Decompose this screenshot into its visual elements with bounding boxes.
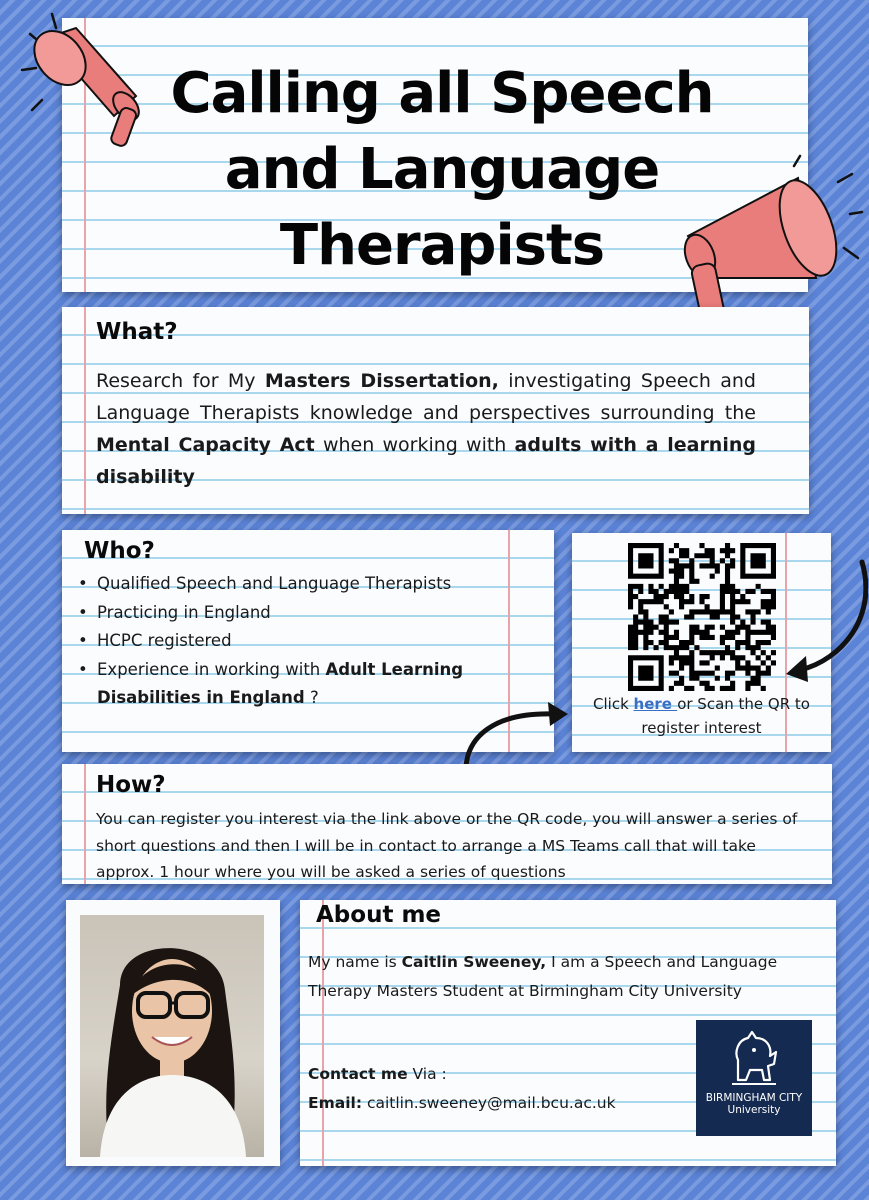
what-text-2: investigating Speech and Language Therapists knowledge and perspectives surrounding the: [96, 370, 756, 424]
about-card: [300, 900, 836, 1166]
register-link[interactable]: here: [633, 695, 678, 713]
logo-text: [696, 1092, 812, 1116]
logo-line-2: University: [727, 1104, 781, 1116]
what-heading: What?: [96, 319, 178, 345]
qr-caption: [576, 692, 827, 740]
lion-crest-icon: [724, 1030, 784, 1088]
email-address[interactable]: caitlin.sweeney@mail.bcu.ac.uk: [362, 1093, 616, 1112]
qr-caption-prefix: Click: [593, 695, 634, 713]
who-heading: Who?: [84, 538, 155, 564]
what-text: [96, 365, 756, 493]
list-item: • Qualified Speech and Language Therapists: [76, 570, 496, 599]
who-list: [76, 570, 496, 713]
contact-line: [308, 1060, 708, 1089]
contact-via: Via :: [407, 1065, 447, 1083]
who-item-4-end: ?: [304, 688, 319, 707]
list-item: • HCPC registered: [76, 627, 496, 656]
qr-caption-suffix: or Scan the QR to register interest: [641, 695, 810, 737]
email-label: Email:: [308, 1093, 363, 1112]
logo-line-1: BIRMINGHAM CITY: [705, 1092, 803, 1104]
what-bold-1: Masters Dissertation,: [264, 370, 499, 392]
about-text-1: My name is: [308, 953, 402, 971]
photo-card: [66, 900, 280, 1166]
page-title: Calling all Speech and Language Therapists: [170, 61, 714, 278]
qr-modules: [628, 543, 776, 691]
what-card: [62, 307, 809, 514]
about-heading: About me: [316, 902, 442, 928]
list-item: • Practicing in England: [76, 599, 496, 628]
who-item-4-bold: Adult Learning Disabilities in England: [97, 659, 464, 707]
curved-arrow-left-icon: [782, 556, 868, 686]
who-item-4-text: Experience in working with: [97, 659, 326, 679]
what-text-1: Research for My: [96, 370, 265, 392]
contact-label: Contact me: [308, 1065, 408, 1083]
email-line: [308, 1089, 708, 1118]
what-bold-2: Mental Capacity Act: [96, 434, 315, 456]
list-item: [76, 656, 496, 713]
how-card: [62, 764, 832, 884]
about-text: [308, 948, 788, 1005]
about-text-2: I am a Speech and Language Therapy Masters Student at Birmingham City University: [308, 953, 778, 1000]
how-heading: How?: [96, 772, 166, 798]
qr-code[interactable]: [628, 543, 776, 691]
profile-photo: [80, 915, 264, 1157]
contact-block: [308, 1060, 708, 1117]
bcu-logo: [696, 1020, 812, 1136]
what-text-3: when working with: [314, 434, 515, 456]
how-text: You can register you interest via the link above or the QR code, you will answer a series of short questions and then I will be in contact to arrange a MS Teams call that will take approx. 1 hour where you will be asked a series of questions: [96, 810, 798, 881]
megaphone-left-icon: [10, 8, 170, 148]
what-bold-3: adults with a learning disability: [96, 434, 756, 488]
about-name: Caitlin Sweeney,: [401, 953, 547, 971]
